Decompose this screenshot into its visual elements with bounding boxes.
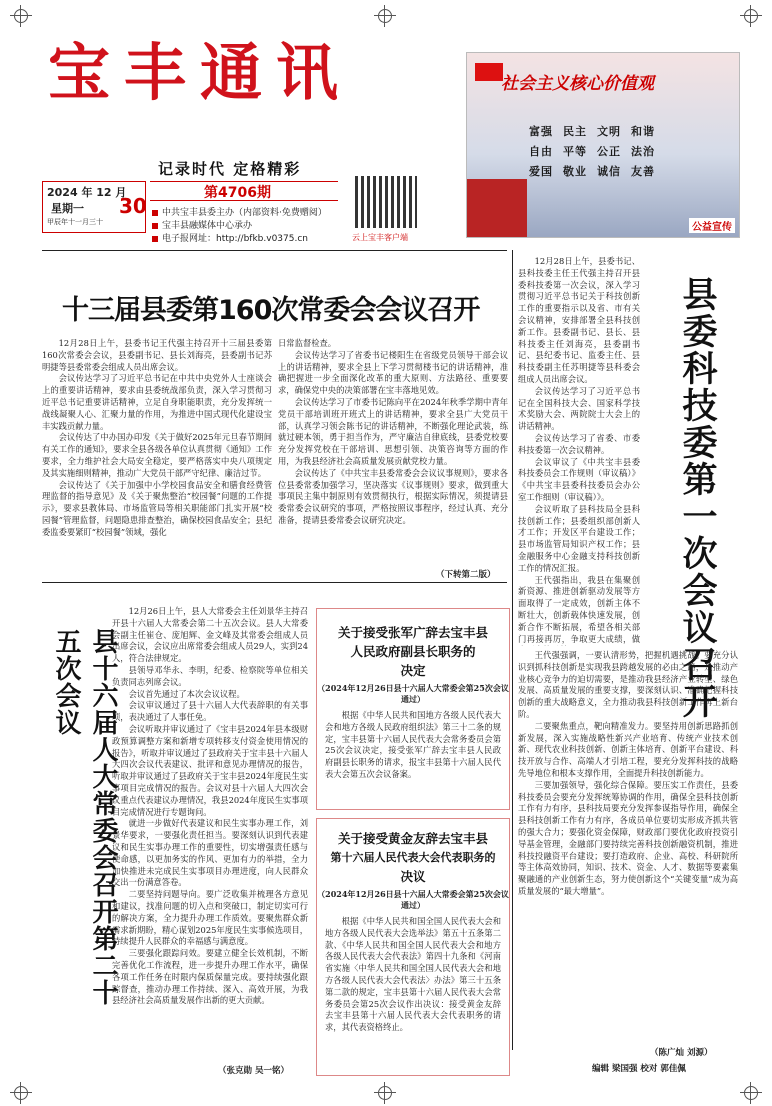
- divider: [42, 582, 507, 583]
- org-line: 电子报网址：http://bfkb.v0375.cn: [152, 231, 308, 244]
- tiananmen-icon: [467, 179, 527, 237]
- values-row: 爱国 敬业 诚信 友善: [529, 165, 655, 178]
- registration-mark: [374, 5, 396, 27]
- masthead-title: 宝丰通讯: [48, 36, 353, 109]
- org-line: 中共宝丰县委主办（内部资料·免费赠阅）: [152, 205, 327, 218]
- notice2-title: 关于接受黄金友辞去宝丰县 第十六届人民代表大会代表职务的 决议: [330, 831, 496, 884]
- notice2-box: [316, 818, 510, 1076]
- ad-tag: 公益宣传: [689, 218, 735, 233]
- notice1-box: [316, 608, 510, 810]
- notice2-body: 根据《中华人民共和国全国人民代表大会和地方各级人民代表大会选举法》第五十五条第二款、《中华人民共和国全国人民代表大会和地方各级人民代表大会代表法》第四十九条和《河南省实施〈中华人民共和国全国人民代表大会和地方各级人民代表大会代表法〉办法》第三十五条第二款的规定，宝丰县第十六届人民代表大会常务委员会第25次会议作出决议：接受黄金友辞去宝丰县第十六届人民代表大会代表职务的请求，其代表资格终止。: [325, 916, 501, 1033]
- issue-number: 第4706期: [204, 185, 271, 201]
- registration-mark: [10, 1082, 32, 1104]
- date-box: [42, 181, 146, 233]
- notice1-body: 根据《中华人民共和国地方各级人民代表大会和地方各级人民政府组织法》第三十二条的规定，宝丰县第十六届人民代表大会常务委员会第25次会议决定，接受张军广辞去宝丰县人民政府副县长职务的请求，报宝丰县第十六届人民代表大会第五次会议备案。: [325, 710, 501, 779]
- article3-headline: 县十六届人大常委会召开第二十五次会议: [51, 628, 118, 1006]
- day-number: 30: [119, 194, 147, 218]
- core-values-ad: [466, 52, 740, 238]
- weekday: 星期一: [51, 202, 84, 215]
- continued-note: （下转第二版）: [436, 570, 496, 580]
- article2-body-top: 12月28日上午，县委书记、县科技委主任王代强主持召开县委科技委第一次会议，深入学习贯彻习近平总书记关于科技创新工作的重要指示以及省、市有关会议精神，安排部署全县科技创新工作。县委副书记、县长、县科技委主任刘海亮，县委副书记、县纪委书记、监委主任、县科技委副主任苏明捷等县科委会组成人员出席会议。 会议传达学习了习近平总书记在全国科技大会、国家科学技术奖励大会、两院院士大会上的讲话精神。 会议传达学习了省委、市委科技委第一次会议精神。 会议审议了《中共宝丰县委科技委员会工作规则（审议稿）》《中共宝丰县委科技委员会办公室工作细则（审议稿）》。 会议听取了县科技局全县科技创新工作；县委组织部创新人才工作；开发区平台建设工作；县市场监管局知识产权工作；县金融服务中心金融支持科技创新工作的情况汇报。 王代强指出，我县在集聚创新资源、推进创新驱动发展等方面取得了一定成效，创新主体不断壮大，创新载体快速发展，创新合作不断拓展，希望各相关部门再接再厉，争取更大成绩，做: [518, 256, 640, 644]
- notice1-subtitle: （2024年12月26日县十六届人大常委会第25次会议通过）: [317, 683, 509, 704]
- registration-mark: [740, 5, 762, 27]
- article1-col1: 12月28日上午，县委书记王代强主持召开十三届县委第160次常委会会议，县委副书记、县长刘海亮，县委副书记苏明捷等县委常委会组成人员出席会议。 会议传达学习了习近平总书记在中共中央党外人士座谈会上的重要讲话精神，要求由县委统战部负责，深入学习贯彻习近平总书记重要讲话精神，立足自身职能职责，充分发挥统一战线凝聚人心、汇聚力量的作用，为推进中国式现代化建设宝丰实践贡献力量。 会议传达了中办国办印发《关于做好2025年元旦春节期间有关工作的通知》，要求全县各级各单位认真贯彻《通知》工作要求，全力维护社会大局安全稳定，要严格落实中央八项规定及其实施细则精神，推动广大党员干部严守纪律、廉洁过节。 会议传达了《关于加强中小学校园食品安全和膳食经费管理监督的指导意见》及《关于聚焦整治“校园餐”问题的工作提示》，要求县教体局、市场监管局等相关职能部门扎实开展“校园餐”管理监督，问题隐患排查整治，确保校园食品安全；县纪委监委要紧盯“校园餐”领域，强化: [42, 338, 272, 537]
- column-rule: [512, 250, 513, 1050]
- article3-byline: （张克勋 吴一铭）: [218, 1066, 289, 1076]
- ad-title: 社会主义核心价值观: [501, 74, 654, 94]
- notice2-subtitle: （2024年12月26日县十六届人大常委会第25次会议通过）: [317, 889, 509, 910]
- date-line: 2024 年 12 月: [47, 186, 127, 199]
- article3-body: 12月26日上午，县人大常委会主任刘景华主持召开县十六届人大常委会第二十五次会议。县人大常委会副主任崔仓、庞旭辉、金文峰及其常委会组成人员出席会议，会议应出席常委会组成人员29人，实到24人，符合法律规定。 县领导邓华永、李明，纪委、检察院等单位相关负责同志列席会议。 会议首先通过了本次会议议程。 会议审议通过了县十六届人大代表辞职的有关事项，表决通过了人事任免。 会议听取并审议通过了《宝丰县2024年县本级财政预算调整方案和新增专项转移支付资金使用情况的报告》，听取并审议通过了县政府关于宝丰县十六届人大四次会议代表建议、批评和意见办理情况的报告，听取并审议通过了县政府关于宝丰县2024年度民生实事项目完成情况的报告。会议对县十六届人大四次会议重点代表建议办理情况，我县2024年度民生实事项目完成情况进行专题询问。 就进一步做好代表建议和民生实事办理工作，刘景华要求，一要强化责任担当。要深刻认识到代表建议和民生实事办理工作的重要性，切实增强责任感与使命感，以更加务实的作风、更加有力的举措，全力加快推进未完成民生实事项目办理进度，向人民群众交出一份满意答卷。 二要坚持问题导向。要广泛收集并梳理各方意见和建议，找准问题的切入点和突破口，制定切实可行的解决方案，全力提升办理工作质效。要聚焦群众新需求新期盼，精心谋划2025年度民生实事候选项目，持续提升人民群众的幸福感与满意度。 三要强化跟踪问效。要建立健全长效机制，不断完善优化工作流程，进一步提升办理工作水平，确保各项工作任务在时限内保质保量完成。要持续强化跟踪督查，推动办理工作持续、深入、高效开展，为我县经济社会高质量发展作出新的更大贡献。: [112, 606, 308, 1006]
- article2-headline: 县委科技委第一次会议召开: [677, 276, 717, 720]
- registration-mark: [740, 1082, 762, 1104]
- values-row: 自由 平等 公正 法治: [529, 145, 655, 158]
- flag-icon: [475, 63, 503, 81]
- footer-editor: 编辑 梁国强 校对 郭佳佩: [592, 1064, 686, 1074]
- qr-code[interactable]: [355, 176, 417, 228]
- article1-headline: 十三届县委第160次常委会会议召开: [62, 295, 480, 326]
- article2-body-bottom: 王代强强调，一要认清形势，把握机遇挑战。要充分认识到抓科技创新是实现我县跨越发展的必由之路，是推动产业核心竞争力的迫切需要，是推动我县经济产业转型、绿色发展、高质量发展的重要支撑，要深刻认识、准确把握科技创新的重大战略意义，全力推动我县科技创新工作再上新台阶。 二要聚焦重点，靶向精准发力。要坚持用创新思路抓创新发展，深入实施战略性新兴产业培育、传统产业技术创新、现代农业科技创新、创新主体培育、创新平台建设、科技开放与合作、高端人才引培工程，要充分发挥科技的战略先导地位和根本支撑作用，全面提升科技创新能力。 三要加强领导，强化综合保障。要压实工作责任，县委科技委员会要充分发挥统筹协调的作用，确保全县科技创新工作有力有序，县科技局要充分发挥参谋指导作用，确保全县科技创新工作有力有序，各成员单位要切实形成齐抓共管的强大合力；要强化资金保障，财政部门要优化政府投资引导基金管理，金融部门要持续完善科技创新融资机制，推进科技投融资平台建设；要打造政府、企业、高校、科研院所等主体高效协同，知识、技术、资金、人才、数据等要素集聚融通的产业创新生态，努力使创新这个“关键变量”成为高质量发展的“最大增量”。: [518, 650, 738, 896]
- divider: [42, 250, 507, 251]
- lunar-date: 甲辰年十一月三十: [47, 218, 103, 226]
- org-line: 宝丰县融媒体中心承办: [152, 218, 252, 231]
- registration-mark: [374, 1082, 396, 1104]
- values-row: 富强 民主 文明 和谐: [529, 125, 655, 138]
- masthead-slogan: 记录时代 定格精彩: [158, 160, 302, 178]
- article1-col2: 日常监督检查。 会议传达学习了省委书记楼阳生在省级党员领导干部会议上的讲话精神，要求全县上下学习贯彻楼书记的讲话精神，准确把握进一步全面深化改革的重大原则、方法路径、重要要求，确保党中央的决策部署在宝丰落地见效。 会议传达学习了市委书记陈向平在2024年秋季学期中青年党员干部培训班开班式上的讲话精神，要求全县广大党员干部，认真学习领会陈书记的讲话精神，不断强化理论武装，练就过硬本领，勇于担当作为，严守廉洁自律底线，县委党校要充分发挥党校在干部培训、思想引领、决策咨询等方面的作用，为我县经济社会高质量发展贡献党校力量。 会议传达了《中共宝丰县委常委会会议议事规则》，要求各位县委常委加强学习，坚决落实《议事规则》要求，做到重大事项民主集中制原则有效贯彻执行，根据实际情况，须提请县委常委会议研究的事项，严格按照议事程序，经过认真、充分准备，提请县委常委会议研究决定。: [278, 338, 508, 525]
- qr-label: 云上宝丰客户端: [352, 233, 408, 242]
- article2-byline: （陈广灿 刘源）: [650, 1048, 713, 1058]
- registration-mark: [10, 5, 32, 27]
- notice1-title: 关于接受张军广辞去宝丰县 人民政府副县长职务的 决定: [337, 625, 488, 678]
